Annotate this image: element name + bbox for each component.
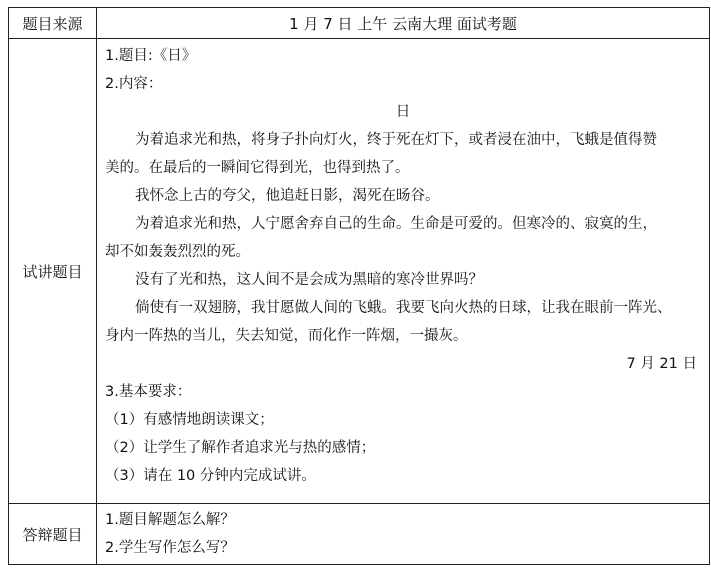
- poem-title: 日: [395, 104, 411, 120]
- paragraph-1-line-1: 为着追求光和热，将身子扑向灯火，终于死在灯下，或者浸在油中，飞蛾是值得赞: [135, 132, 657, 148]
- lecture-title-line: 1.题目:《日》: [105, 48, 197, 64]
- requirement-2: （2）让学生了解作者追求光与热的感情；: [105, 440, 376, 456]
- text-date: 7 月 21 日: [626, 356, 697, 372]
- defense-question-2: 2.学生写作怎么写？: [105, 540, 235, 556]
- paragraph-3-line-1: 为着追求光和热，人宁愿舍弃自己的生命。生命是可爱的。但寒冷的、寂寞的生，: [135, 216, 657, 232]
- paragraph-1-line-2: 美的。在最后的一瞬间它得到光，也得到热了。: [105, 160, 410, 176]
- lecture-row: [9, 39, 710, 504]
- paragraph-5-line-2: 身内一阵热的当儿，失去知觉，而化作一阵烟，一撮灰。: [105, 328, 468, 344]
- paragraph-2: 我怀念上古的夸父，他追赶日影，渴死在旸谷。: [135, 188, 440, 204]
- source-value: 1 月 7 日 上午 云南大理 面试考题: [97, 8, 710, 39]
- requirement-3: （3）请在 10 分钟内完成试讲。: [105, 468, 316, 484]
- requirement-1: （1）有感情地朗读课文；: [105, 412, 274, 428]
- defense-content-cell: [97, 504, 710, 565]
- defense-row: [9, 504, 710, 565]
- paragraph-4: 没有了光和热，这人间不是会成为黑暗的寒冷世界吗？: [135, 272, 483, 288]
- requirements-label: 3.基本要求：: [105, 384, 192, 400]
- lecture-content-cell: [97, 39, 710, 504]
- content-label: 2.内容：: [105, 76, 163, 92]
- defense-label: 答辩题目: [9, 504, 97, 565]
- lecture-label: 试讲题目: [9, 39, 97, 504]
- lecture-content: [97, 39, 709, 490]
- source-label: 题目来源: [9, 8, 97, 39]
- paragraph-5-line-1: 倘使有一双翅膀，我甘愿做人间的飞蛾。我要飞向火热的日球，让我在眼前一阵光、: [135, 300, 672, 316]
- exam-table: [8, 7, 710, 565]
- defense-content: [97, 504, 709, 562]
- source-row: [9, 8, 710, 39]
- defense-question-1: 1.题目解题怎么解？: [105, 512, 235, 528]
- paragraph-3-line-2: 却不如轰轰烈烈的死。: [105, 244, 250, 260]
